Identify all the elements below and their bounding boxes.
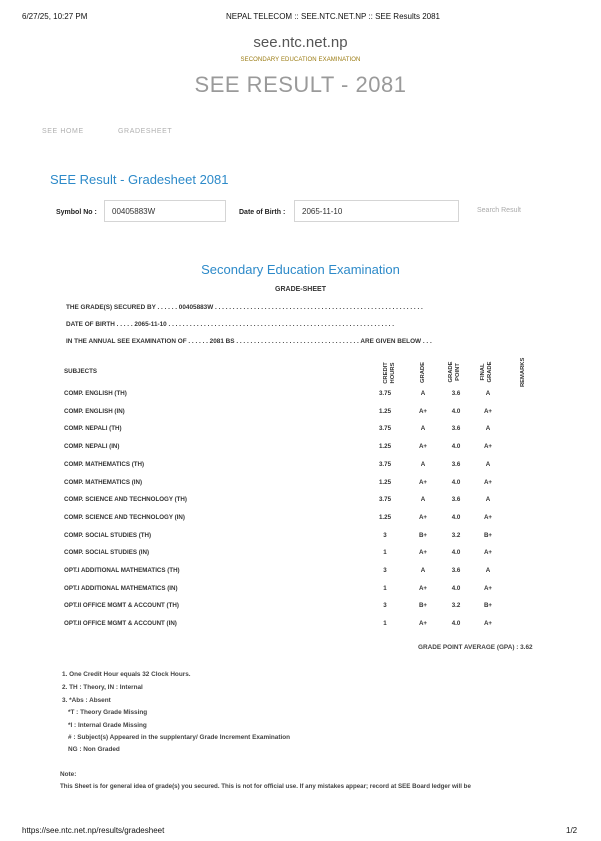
final-grade-cell: A+ [483, 585, 493, 592]
subject-cell: COMP. SCIENCE AND TECHNOLOGY (TH) [64, 496, 187, 503]
grade-point-cell: 3.2 [451, 532, 461, 539]
final-grade-cell: B+ [483, 602, 493, 609]
grade-point-cell: 3.6 [451, 425, 461, 432]
grade-point-cell: 3.6 [451, 390, 461, 397]
dob-line: DATE OF BIRTH . . . . . 2065-11-10 . . . . . . . . . . . . . . . . . . . . . . . . . . . . . . . . . . . . . . . . . . . . . . . . . . . . . . . . . . . . . . . . [66, 321, 395, 328]
credit-hours-cell: 3 [383, 567, 387, 574]
final-grade-cell: A+ [483, 620, 493, 627]
subject-cell: COMP. ENGLISH (IN) [64, 408, 125, 415]
grade-cell: A [420, 461, 426, 468]
grade-cell: A+ [418, 408, 428, 415]
note-item: *I : Internal Grade Missing [68, 722, 147, 729]
grade-cell: A+ [418, 479, 428, 486]
dob-label: Date of Birth : [239, 209, 286, 216]
page-title: SEE RESULT - 2081 [194, 72, 407, 97]
final-grade-cell: A+ [483, 443, 493, 450]
subject-cell: OPT.I ADDITIONAL MATHEMATICS (TH) [64, 567, 180, 574]
grade-point-cell: 4.0 [451, 514, 461, 521]
secured-by-line: THE GRADE(S) SECURED BY . . . . . . 00405883W . . . . . . . . . . . . . . . . . . . . . . . . . . . . . . . . . . . . . . . . . . . . . . . . . . . . . . . . . . . [66, 304, 423, 311]
credit-hours-cell: 3.75 [378, 461, 392, 468]
final-grade-cell: A+ [483, 549, 493, 556]
print-page-title: NEPAL TELECOM :: SEE.NTC.NET.NP :: SEE Results 2081 [226, 12, 440, 21]
subjects-header: SUBJECTS [64, 368, 98, 375]
note-text: This Sheet is for general idea of grade(s) you secured. This is not for official use. If any mistakes appear; record at SEE Board ledger will be [60, 783, 471, 790]
credit-hours-cell: 1.25 [378, 479, 392, 486]
grade-cell: B+ [418, 602, 428, 609]
final-grade-cell: A [485, 567, 491, 574]
dob-input[interactable] [294, 200, 459, 222]
grade-point-cell: 3.2 [451, 602, 461, 609]
final-grade-cell: A [485, 390, 491, 397]
footer-url: https://see.ntc.net.np/results/gradesheet [22, 826, 165, 835]
subject-cell: COMP. MATHEMATICS (TH) [64, 461, 145, 468]
grade-cell: A [420, 496, 426, 503]
note-item: 3. *Abs : Absent [62, 697, 111, 704]
grade-cell: A+ [418, 549, 428, 556]
credit-hours-cell: 1.25 [378, 408, 392, 415]
credit-hours-cell: 1 [383, 620, 387, 627]
credit-hours-cell: 3.75 [378, 496, 392, 503]
print-datetime: 6/27/25, 10:27 PM [22, 12, 88, 21]
subject-cell: OPT.II OFFICE MGMT & ACCOUNT (IN) [64, 620, 177, 627]
grade-point-cell: 3.6 [451, 461, 461, 468]
subject-cell: COMP. SCIENCE AND TECHNOLOGY (IN) [64, 514, 185, 521]
note-item: *T : Theory Grade Missing [68, 709, 148, 716]
grade-point-cell: 4.0 [451, 620, 461, 627]
grade-header: GRADE [420, 362, 426, 383]
exam-line: IN THE ANNUAL SEE EXAMINATION OF . . . . . . 2081 BS . . . . . . . . . . . . . . . . . . . . . . . . . . . . . . . . . . . ARE GIVEN BELOW . . . [66, 338, 432, 345]
final-grade-cell: A [485, 425, 491, 432]
search-result-button[interactable]: Search Result [464, 201, 534, 219]
grade-cell: A [420, 425, 426, 432]
final-grade-cell: B+ [483, 532, 493, 539]
subject-cell: COMP. MATHEMATICS (IN) [64, 479, 143, 486]
note-heading: Note: [60, 771, 77, 778]
final-grade-cell: A+ [483, 408, 493, 415]
grade-cell: B+ [418, 532, 428, 539]
final-grade-cell: A [485, 461, 491, 468]
final-grade-cell: A [485, 496, 491, 503]
credit-hours-cell: 3.75 [378, 425, 392, 432]
symbol-label: Symbol No : [56, 209, 97, 216]
subject-cell: COMP. SOCIAL STUDIES (TH) [64, 532, 152, 539]
grade-cell: A+ [418, 620, 428, 627]
credit-hours-cell: 3 [383, 602, 387, 609]
credit-hours-cell: 1.25 [378, 443, 392, 450]
credit-hours-cell: 1 [383, 549, 387, 556]
nav-see-home-link[interactable]: SEE HOME [42, 128, 84, 135]
grade-point-header: GRADE POINT [448, 361, 461, 383]
footer-page-number: 1/2 [566, 826, 578, 835]
credit-hours-cell: 1.25 [378, 514, 392, 521]
grade-point-cell: 4.0 [451, 549, 461, 556]
note-item: NG : Non Graded [68, 746, 120, 753]
grade-point-cell: 4.0 [451, 479, 461, 486]
note-item: # : Subject(s) Appeared in the supplentary/ Grade Increment Examination [68, 734, 291, 741]
grade-point-cell: 3.6 [451, 567, 461, 574]
symbol-input[interactable] [104, 200, 226, 222]
sheet-title: Secondary Education Examination [201, 262, 400, 277]
site-domain: see.ntc.net.np [253, 34, 348, 51]
subject-cell: COMP. NEPALI (TH) [64, 425, 122, 432]
grade-point-cell: 4.0 [451, 585, 461, 592]
sheet-subtitle: GRADE-SHEET [275, 286, 326, 293]
note-item: 1. One Credit Hour equals 32 Clock Hours. [62, 671, 191, 678]
subject-cell: COMP. ENGLISH (TH) [64, 390, 127, 397]
subject-cell: OPT.II OFFICE MGMT & ACCOUNT (TH) [64, 602, 179, 609]
credit-hours-header: CREDIT HOURS [383, 362, 396, 384]
gpa-summary: GRADE POINT AVERAGE (GPA) : 3.62 [418, 644, 533, 651]
credit-hours-cell: 3.75 [378, 390, 392, 397]
grade-point-cell: 3.6 [451, 496, 461, 503]
final-grade-header: FINAL GRADE [480, 361, 493, 383]
grade-point-cell: 4.0 [451, 443, 461, 450]
site-subtitle: SECONDARY EDUCATION EXAMINATION [240, 57, 361, 63]
gradesheet-heading: SEE Result - Gradesheet 2081 [50, 172, 229, 187]
subject-cell: COMP. SOCIAL STUDIES (IN) [64, 549, 150, 556]
grade-cell: A+ [418, 443, 428, 450]
grade-cell: A [420, 567, 426, 574]
final-grade-cell: A+ [483, 514, 493, 521]
nav-gradesheet-link[interactable]: GRADESHEET [118, 128, 173, 135]
subject-cell: OPT.I ADDITIONAL MATHEMATICS (IN) [64, 585, 178, 592]
subject-cell: COMP. NEPALI (IN) [64, 443, 120, 450]
grade-cell: A+ [418, 514, 428, 521]
final-grade-cell: A+ [483, 479, 493, 486]
grade-cell: A [420, 390, 426, 397]
note-item: 2. TH : Theory, IN : Internal [62, 684, 143, 691]
grade-point-cell: 4.0 [451, 408, 461, 415]
remarks-header: REMARKS [520, 357, 526, 387]
grade-cell: A+ [418, 585, 428, 592]
credit-hours-cell: 1 [383, 585, 387, 592]
credit-hours-cell: 3 [383, 532, 387, 539]
